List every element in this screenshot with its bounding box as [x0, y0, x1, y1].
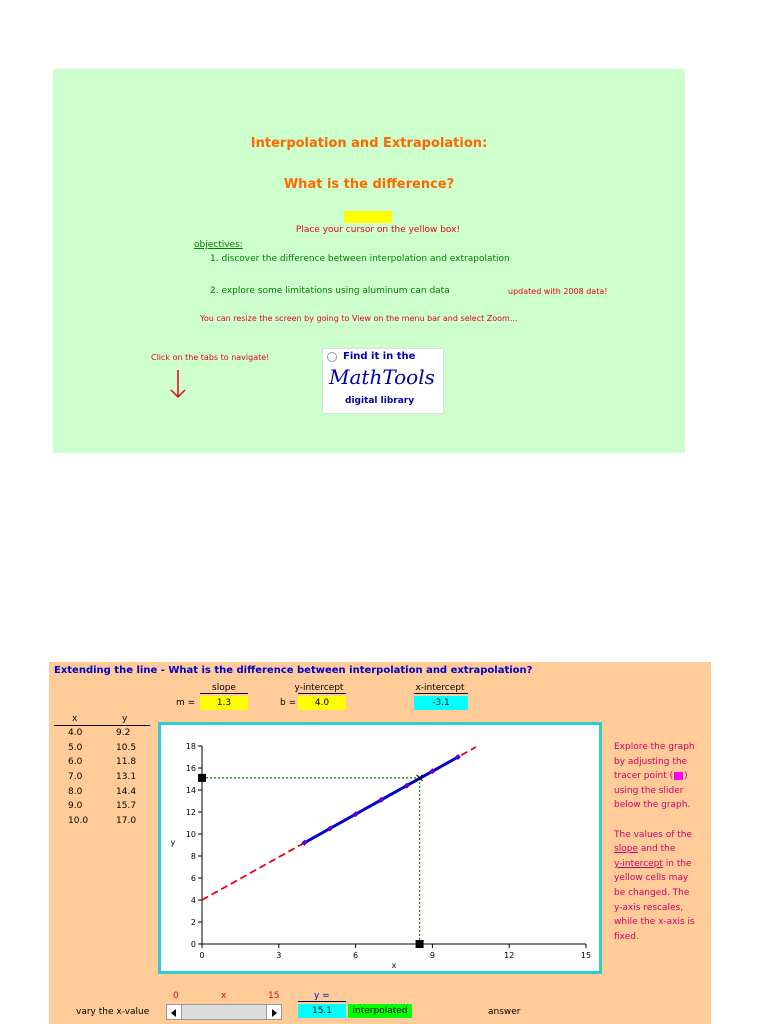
y-tick-label: 2 [190, 918, 196, 927]
x-slider[interactable] [166, 1004, 282, 1020]
radio-icon [327, 352, 337, 362]
slope-label: slope [212, 683, 236, 693]
side-line-8b: in the [662, 858, 692, 869]
logo-line2: MathTools [329, 365, 435, 389]
table-body [54, 726, 150, 827]
y-intercept-input[interactable]: 4.0 [298, 696, 346, 710]
side-line-12: while the x-axis is [614, 917, 695, 928]
cell-x: 6.0 [68, 757, 83, 768]
cell-y: 11.8 [116, 757, 137, 768]
x-tick-label: 3 [276, 951, 282, 960]
line-chart [161, 725, 599, 971]
slider-left-button[interactable] [167, 1005, 182, 1019]
intercept-link: y-intercept [614, 858, 663, 869]
arrow-left-icon [167, 1006, 181, 1020]
interpolation-status: interpolated [348, 1004, 412, 1018]
answer-label: answer [488, 1007, 521, 1017]
table-row [54, 799, 150, 814]
mathtools-logo[interactable] [322, 348, 444, 414]
x-intercept-value: -3.1 [414, 696, 468, 710]
table-header [54, 713, 150, 726]
y-tick-label: 10 [185, 830, 196, 839]
x-tick-label: 9 [429, 951, 435, 960]
tracer-swatch-icon [674, 772, 683, 780]
slider-max-label: 15 [268, 991, 280, 1001]
table-row [54, 770, 150, 785]
down-arrow-icon [168, 368, 188, 400]
cell-x: 9.0 [68, 801, 83, 812]
cell-y: 13.1 [116, 772, 137, 783]
table-row [54, 755, 150, 770]
cell-y: 10.5 [116, 742, 137, 753]
side-line-6: The values of the [614, 829, 693, 840]
slope-link: slope [614, 844, 638, 855]
side-line-2: by adjusting the [614, 756, 688, 767]
vary-x-label: vary the x-value [76, 1007, 150, 1017]
side-line-3a: tracer point ( [614, 771, 674, 782]
y-tick-label: 0 [190, 940, 196, 949]
objective-2: 2. explore some limitations using aluminum can data [210, 286, 450, 296]
cell-x: 10.0 [68, 816, 89, 827]
side-line-10: be changed. The [614, 887, 690, 898]
side-spacer [614, 813, 712, 828]
table-row [54, 741, 150, 756]
y-tick-label: 14 [185, 786, 196, 795]
updated-note: updated with 2008 data! [508, 287, 608, 296]
x-intercept-label: x-intercept [415, 683, 465, 693]
cell-y: 14.4 [116, 786, 137, 797]
intro-subtitle: What is the difference? [283, 177, 455, 192]
cell-y: 9.2 [116, 728, 131, 738]
side-line-1: Explore the graph [614, 742, 695, 752]
logo-line1: Find it in the [343, 351, 416, 362]
side-line-3 [614, 769, 712, 784]
side-line-13: fixed. [614, 931, 639, 942]
objectives-label: objectives: [194, 240, 243, 250]
table-row [54, 726, 150, 741]
side-line-8 [614, 857, 712, 872]
slope-rule [200, 693, 248, 694]
slider-min-label: 0 [173, 991, 179, 1001]
cell-x: 7.0 [68, 772, 83, 783]
y-result-value: 15.1 [298, 1004, 346, 1018]
cell-x: 5.0 [68, 742, 83, 753]
intro-title: Interpolation and Extrapolation: [250, 136, 488, 151]
slider-x-label: x [221, 991, 227, 1001]
x-axis-label: x [391, 961, 397, 970]
y-tick-label: 12 [185, 808, 196, 817]
intercept-rule [298, 693, 346, 694]
arrow-right-icon [267, 1006, 281, 1020]
tracer-y-marker [198, 774, 206, 782]
side-line-9: yellow cells may [614, 873, 689, 884]
y-tick-label: 8 [190, 852, 196, 861]
col-y-header: y [122, 714, 128, 724]
cell-x: 4.0 [68, 728, 83, 738]
tabs-note: Click on the tabs to navigate! [151, 353, 270, 362]
x-tick-label: 6 [353, 951, 359, 960]
side-line-5: below the graph. [614, 800, 691, 811]
cell-y: 15.7 [116, 801, 137, 812]
table-row [54, 785, 150, 800]
x-tick-label: 0 [199, 951, 205, 960]
sheet2-header: Extending the line - What is the difference between interpolation and extrapolation? [54, 665, 533, 676]
yellow-start-cell[interactable] [344, 211, 392, 223]
side-line-4: using the slider [614, 785, 684, 796]
objective-1: 1. discover the difference between interpolation and extrapolation [210, 254, 510, 264]
y-tick-label: 16 [185, 764, 196, 773]
col-x-header: x [72, 714, 78, 724]
cell-x: 8.0 [68, 786, 83, 797]
y-equals-label: y = [314, 991, 330, 1001]
y-axis-label: y [170, 838, 176, 847]
slope-input[interactable]: 1.3 [200, 696, 248, 710]
b-label: b = [280, 698, 297, 708]
x-tick-label: 15 [580, 951, 592, 960]
y-tick-label: 4 [190, 896, 196, 905]
side-line-7b: and the [637, 844, 676, 855]
side-line-3b: ) [684, 771, 688, 782]
m-label: m = [176, 698, 196, 708]
cursor-instruction: Place your cursor on the yellow box! [295, 225, 461, 235]
y-intercept-label: y-intercept [294, 683, 344, 693]
side-line-11: y-axis rescales, [614, 902, 684, 913]
logo-line3: digital library [345, 396, 415, 406]
cell-y: 17.0 [116, 816, 137, 827]
side-instructions [614, 740, 712, 944]
y-rule [298, 1001, 346, 1002]
xint-rule [414, 693, 468, 694]
side-line-7 [614, 842, 712, 857]
y-tick-label: 6 [190, 874, 196, 883]
slider-right-button[interactable] [266, 1005, 281, 1019]
tracer-x-marker [416, 940, 424, 948]
y-tick-label: 18 [185, 742, 196, 751]
x-tick-label: 12 [504, 951, 515, 960]
table-row [54, 814, 150, 829]
data-table [54, 713, 150, 827]
resize-note: You can resize the screen by going to View on the menu bar and select Zoom... [200, 314, 518, 323]
